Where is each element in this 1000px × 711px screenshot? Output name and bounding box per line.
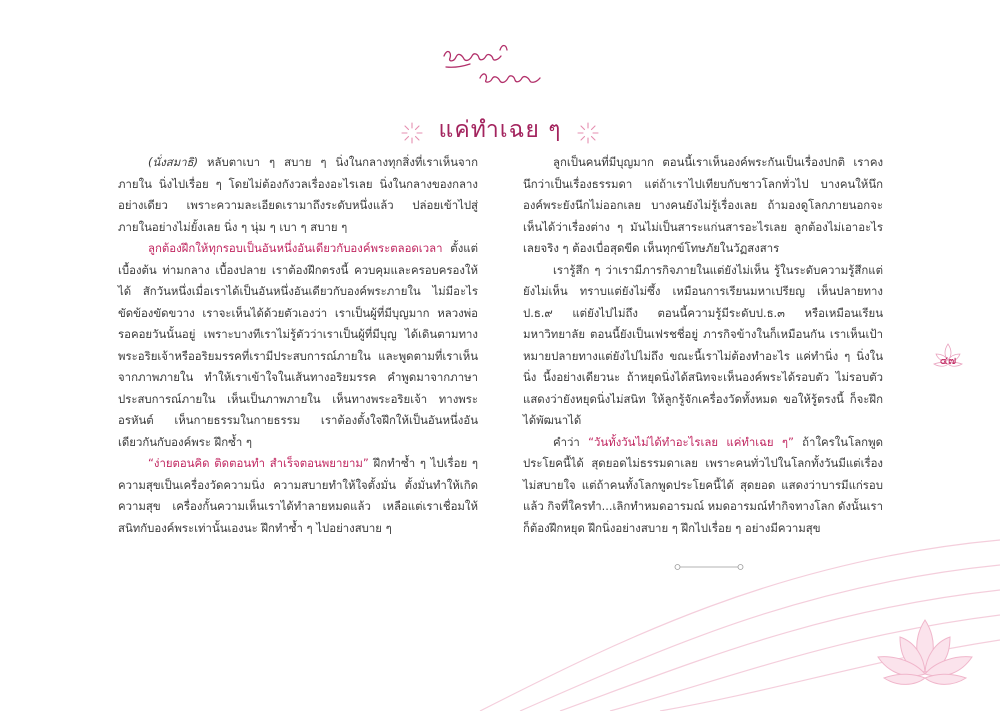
page-number-badge	[930, 340, 966, 376]
starburst-icon	[401, 122, 423, 144]
paragraph-lead: คำว่า	[553, 434, 589, 449]
left-column	[118, 152, 478, 539]
paragraph-text: เรารู้สึก ๆ ว่าเรามีภารกิจภายในแต่ยังไม่เห็น รู้ในระดับความรู้สึกแต่ยังไม่เห็น ทราบแต่ยังไม่ซึ้ง เหมือนการเรียนมหาเปรียญ เห็นปลายทางป.ธ.๙ แต่ยังไปไม่ถึง ตอนนี้ความรู้มีระดับป.ธ.๓ หรือเหมือนเรียนมหาวิทยาลัย ตอนนี้ยังเป็นเฟรชชี่อยู่ ภารกิจข้างในก็เหมือนกัน เราเห็นเป้าหมายปลายทางแต่ยังไปไม่ถึง ขณะนี้เราไม่ต้องทำอะไร แค่ทำนิ่ง ๆ นิ่งในนิ่ง นี้งอย่างเดียวนะ ถ้าหยุดนิ่งได้สนิทจะเห็นองค์พระได้รอบตัว ไม่รอบตัวแสดงว่ายังหยุดนิ่งไม่สนิท ให้ลูกรู้จักเครื่องวัดทั้งหมด ขอให้รู้ตรงนี้ ก็จะฝึกได้พัฒนาได้	[523, 262, 883, 427]
divider-ornament	[674, 563, 744, 571]
title-row	[0, 112, 1000, 148]
signature-logo	[440, 42, 565, 87]
page-title: แค่ทำเฉย ๆ	[438, 117, 562, 143]
page-number: ๔๗	[939, 354, 957, 367]
paragraph-text: ตั้งแต่เบื้องต้น ท่ามกลาง เบื้องปลาย เราต้องฝึกตรงนี้ ควบคุมและครอบครองให้ได้ สักวันหนึ่งเมื่อเราได้เป็นอันหนึ่งอันเดียวกับองค์พระภายใน ไม่มีอะไรขัดข้องขัดขวาง เราจะเห็นได้ด้วยตัวเองว่า เราเป็นผู้ที่มีบุญมาก หลวงพ่อรอคอยวันนั้นอยู่ เพราะบางทีเราไม่รู้ตัวว่าเราเป็นผู้ที่มีบุญ ได้เดินตามทางพระอริยเจ้าหรืออริยมรรคที่เรามีประสบการณ์ภายใน และพูดตามที่เราเห็นจากภาพภายใน ทำให้เราเข้าใจในเส้นทางอริยมรรค คำพูดมาจากภาษาประสบการณ์ภายใน เห็นเป็นภาพภายใน เห็นทางพระอริยเจ้า ทางพระอรหันต์ เห็นกายธรรมในกายธรรม เราต้องตั้งใจฝึกให้เป็นอันหนึ่งอันเดียวกันกับองค์พระ ฝึกซ้ำ ๆ	[118, 241, 478, 449]
paragraph-text: ลูกเป็นคนที่มีบุญมาก ตอนนี้เราเห็นองค์พระกันเป็นเรื่องปกติ เราคงนึกว่าเป็นเรื่องธรรมดา แต่ถ้าเราไปเทียบกับชาวโลกทั่วไป บางคนให้นึกองค์พระยังนึกไม่ออกเลย บางคนยังไม่รู้เรื่องเลย ถ้ามองดูโลกภายนอกจะเห็นได้ว่าเรื่องต่าง ๆ มันไม่เป็นสาระแก่นสารอะไรเลย ลูกต้องไม่เอาอะไรเลยจริง ๆ ต้องเบื่อสุดขีด เห็นทุกข์โทษภัยในวัฏสงสาร	[523, 155, 883, 255]
paragraph	[523, 152, 883, 260]
paragraph-text: ถ้าใครในโลกพูดประโยคนี้ได้ สุดยอดไม่ธรรมดาเลย เพราะคนทั่วไปในโลกทั้งวันมีแต่เรื่องไม่สบายใจ แต่ถ้าคนทั้งโลกพูดประโยคนี้ได้ สุดยอด แสดงว่าบารมีแก่รอบแล้ว กิจที่ใครทำ...เลิกทำหมดอารมณ์ หมดอารมณ์ทำกิจทางโลก ดังนั้นเราก็ต้องฝึกหยุด ฝึกนิ่งอย่างสบาย ๆ ฝึกไปเรื่อย ๆ อย่างมีความสุข	[523, 434, 883, 535]
paragraph-highlight: “วันทั้งวันไม่ได้ทำอะไรเลย แค่ทำเฉย ๆ”	[588, 434, 794, 449]
right-column	[523, 152, 883, 539]
paragraph-text: ฝึกทำซ้ำ ๆ ไปเรื่อย ๆ ความสุขเป็นเครื่องวัดความนิ่ง ความสบายทำให้ใจตั้งมั่น ตั้งมั่นทำให้เกิดความสุข เครื่องกั้นความเห็นเราได้ทำลายหมดแล้ว เหลือแต่เราเชื่อมให้สนิทกับองค์พระเท่านั้นเองนะ ฝึกทำซ้ำ ๆ ไปอย่างสบาย ๆ	[118, 456, 478, 535]
paragraph	[118, 152, 478, 238]
paragraph-italic-lead: (นั่งสมาธิ)	[148, 155, 199, 169]
paragraph-highlight: ลูกต้องฝึกให้ทุกรอบเป็นอันหนึ่งอันเดียวกับองค์พระตลอดเวลา	[148, 241, 443, 255]
paragraph	[118, 238, 478, 453]
paragraph	[523, 260, 883, 432]
starburst-icon	[577, 122, 599, 144]
lotus-flower-icon	[870, 612, 980, 697]
paragraph-text: หลับตาเบา ๆ สบาย ๆ นิ่งในกลางทุกสิ่งที่เราเห็นจากภายใน นิ่งไปเรื่อย ๆ โดยไม่ต้องกังวลเรื่องอะไรเลย นิ่งในกลางของกลางอย่างเดียว เพราะความละเอียดเรามาถึงระดับหนึ่งแล้ว ปล่อยเข้าไปสู่ภายในอย่างไม่ยั้งเลย นิ่ง ๆ นุ่ม ๆ เบา ๆ สบาย ๆ	[118, 155, 478, 234]
paragraph	[523, 432, 883, 540]
paragraph	[118, 453, 478, 539]
paragraph-highlight: “ง่ายตอนคิด ติดตอนทำ สำเร็จตอนพยายาม”	[148, 456, 369, 470]
